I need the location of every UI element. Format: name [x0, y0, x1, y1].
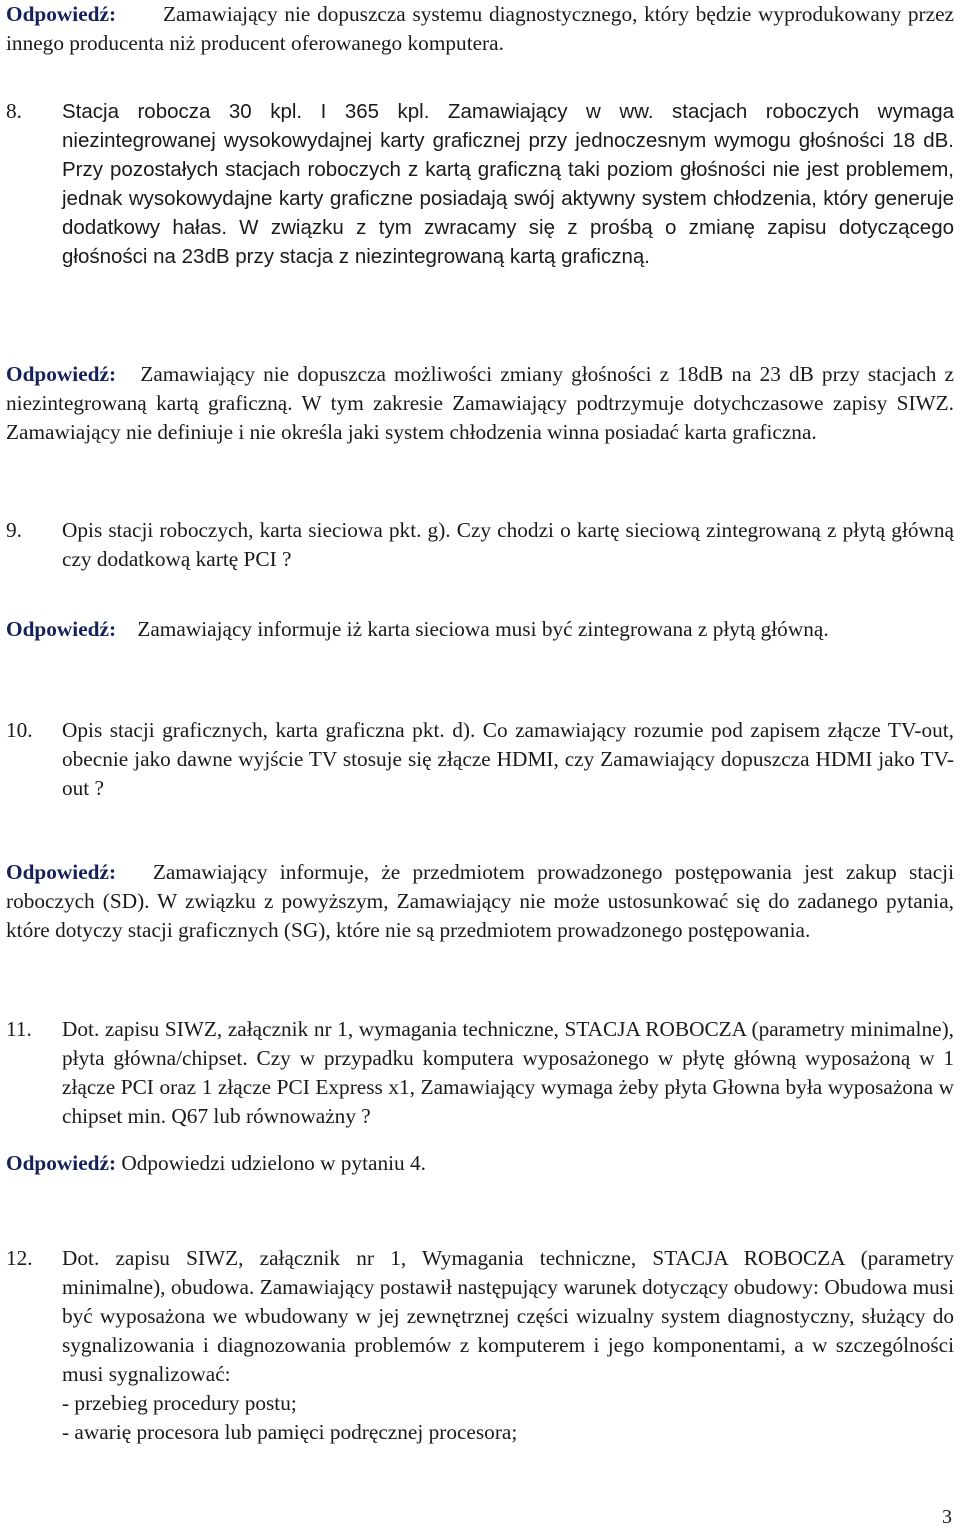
answer-11 — [6, 1149, 954, 1178]
page-number: 3 — [942, 1506, 952, 1528]
question-text: Opis stacji graficznych, karta graficzna pkt. d). Co zamawiający rozumie pod zapisem złącze TV-out, obecnie jako dawne wyjście TV stosuje się złącze HDMI, czy Zamawiający dopuszcza HDMI jako TV-out ? — [62, 718, 954, 800]
answer-label: Odpowiedź: — [6, 362, 117, 386]
answer-label: Odpowiedź: — [6, 617, 117, 641]
question-number: 10. — [6, 718, 33, 742]
answer-text: Odpowiedzi udzielono w pytaniu 4. — [121, 1151, 426, 1175]
answer-10 — [6, 858, 954, 945]
answer-text: Zamawiający nie dopuszcza systemu diagnostycznego, który będzie wyprodukowany przez innego producenta niż producent oferowanego komputera. — [6, 2, 954, 55]
question-8 — [6, 97, 954, 271]
answer-label: Odpowiedź: — [6, 1151, 117, 1175]
answer-label: Odpowiedź: — [6, 860, 117, 884]
answer-text: Zamawiający nie dopuszcza możliwości zmiany głośności z 18dB na 23 dB przy stacjach z niezintegrowaną kartą graficzną. W tym zakresie Zamawiający podtrzymuje dotychczasowe zapisy SIWZ. Zamawiający nie definiuje i nie określa jaki system chłodzenia winna posiadać karta graficzna. — [6, 362, 954, 444]
question-text: Dot. zapisu SIWZ, załącznik nr 1, Wymagania techniczne, STACJA ROBOCZA (parametry minimalne), obudowa. Zamawiający postawił następujący warunek dotyczący obudowy: Obudowa musi być wyposażona we wbudowany w jej zewnętrznej części wizualny system diagnostyczny, służący do sygnalizowania i diagnozowania problemów z komputerem i jego komponentami, a w szczególności musi sygnalizować: - przebieg procedury postu; - awarię procesora lub pamięci podręcznej procesora; — [62, 1244, 954, 1447]
question-number: 11. — [6, 1017, 32, 1041]
answer-9 — [6, 615, 954, 644]
question-number: 8. — [6, 99, 22, 123]
answer-text: Zamawiający informuje, że przedmiotem prowadzonego postępowania jest zakup stacji roboczych (SD). W związku z powyższym, Zamawiający nie może ustosunkować się do zadanego pytania, które dotyczy stacji graficznych (SG), które nie są przedmiotem prowadzonego postępowania. — [6, 860, 954, 942]
list-item: - awarię procesora lub pamięci podręcznej procesora; — [62, 1420, 518, 1444]
answer-label: Odpowiedź: — [6, 2, 117, 26]
question-text: Dot. zapisu SIWZ, załącznik nr 1, wymagania techniczne, STACJA ROBOCZA (parametry minimalne), płyta główna/chipset. Czy w przypadku komputera wyposażonego w płytę główną wyposażoną w 1 złącze PCI oraz 1 złącze PCI Express x1, Zamawiający wymaga żeby płyta Głowna była wyposażona w chipset min. Q67 lub równoważny ? — [62, 1017, 954, 1128]
question-text: Stacja robocza 30 kpl. I 365 kpl. Zamawiający w ww. stacjach roboczych wymaga niezintegrowanej wysokowydajnej karty graficznej przy jednoczesnym wymogu głośności 18 dB. Przy pozostałych stacjach roboczych z kartą graficzną taki poziom głośności nie jest problemem, jednak wysokowydajne karty graficzne posiadają swój aktywny system chłodzenia, który generuje dodatkowy hałas. W związku z tym zwracamy się z prośbą o zmianę zapisu dotyczącego głośności na 23dB przy stacja z niezintegrowaną kartą graficzną. — [62, 100, 955, 268]
answer-7 — [6, 0, 954, 58]
question-10 — [6, 716, 954, 803]
list-item: - przebieg procedury postu; — [62, 1391, 297, 1415]
answer-text: Zamawiający informuje iż karta sieciowa musi być zintegrowana z płytą główną. — [137, 617, 829, 641]
question-number: 9. — [6, 518, 22, 542]
question-9 — [6, 516, 954, 574]
question-12 — [6, 1244, 954, 1447]
question-11 — [6, 1015, 954, 1131]
answer-8 — [6, 360, 954, 447]
question-number: 12. — [6, 1246, 33, 1270]
question-text: Opis stacji roboczych, karta sieciowa pkt. g). Czy chodzi o kartę sieciową zintegrowaną z płytą główną czy dodatkową kartę PCI ? — [62, 518, 954, 571]
